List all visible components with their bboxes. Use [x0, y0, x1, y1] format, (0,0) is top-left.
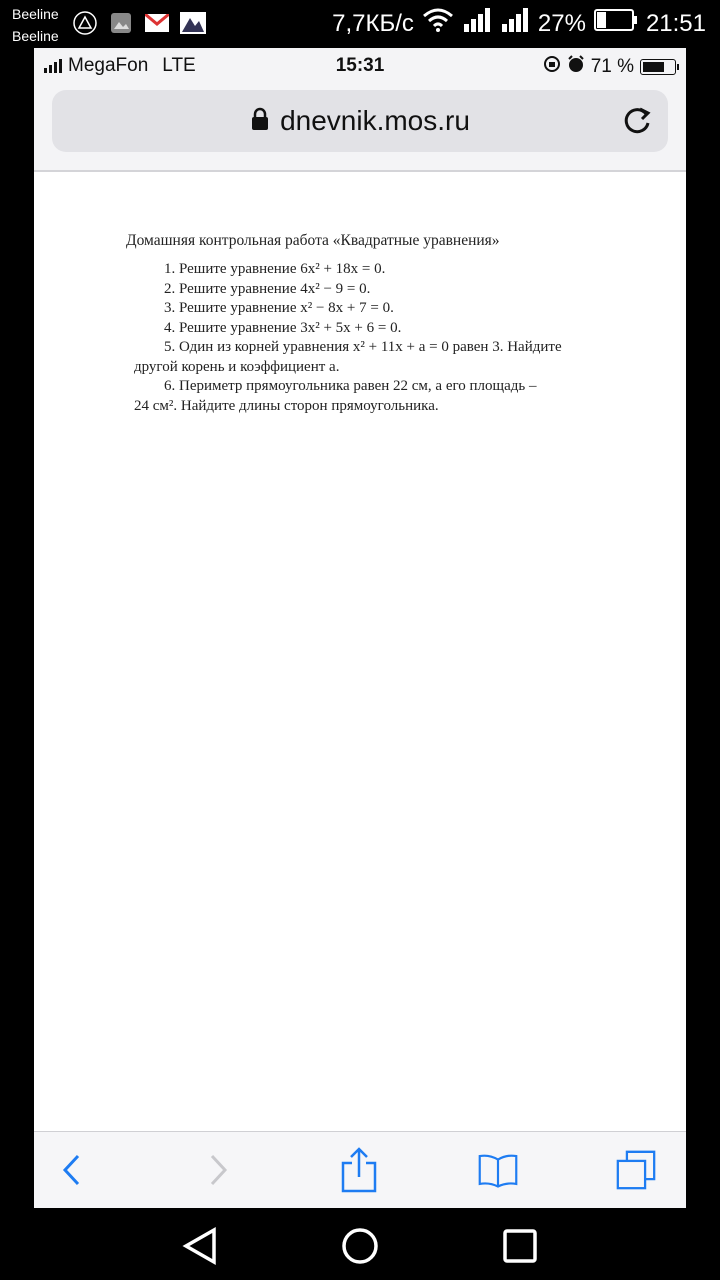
nav-back-button[interactable]	[180, 1226, 220, 1266]
warning-icon	[72, 10, 98, 36]
net-speed: 7,7КБ/с	[332, 9, 414, 37]
android-clock: 21:51	[645, 9, 706, 37]
task-line: 6. Периметр прямоугольника равен 22 см, а его площадь –	[164, 378, 537, 394]
ios-clock: 15:31	[335, 55, 385, 76]
carrier-label-2: Beeline	[12, 28, 59, 44]
mail-icon	[144, 10, 170, 36]
homework-document	[126, 232, 646, 416]
ios-carrier: MegaFon	[68, 55, 149, 76]
task-line: 4. Решите уравнение 3x² + 5x + 6 = 0.	[164, 319, 402, 336]
safari-toolbar	[34, 1131, 686, 1208]
share-button[interactable]	[339, 1150, 379, 1190]
carrier-label-1: Beeline	[12, 6, 59, 22]
notification-icons	[72, 10, 206, 36]
gallery-icon	[108, 10, 134, 36]
tabs-button[interactable]	[616, 1150, 656, 1190]
url-text[interactable]: dnevnik.mos.ru	[280, 105, 470, 136]
task-line: 3. Решите уравнение x² − 8x + 7 = 0.	[164, 300, 394, 316]
phone-screen	[34, 48, 686, 1208]
task-line: 2. Решите уравнение 4x² − 9 = 0.	[164, 280, 371, 297]
ios-status-bar	[34, 48, 686, 84]
task-line: 1. Решите уравнение 6x² + 18x = 0.	[164, 261, 386, 277]
rotation-lock-icon	[543, 55, 561, 79]
task-line: 5. Один из корней уравнения x² + 11x + a = 0 равен 3. Найдите	[164, 339, 562, 355]
photo-icon	[180, 10, 206, 36]
signal-icon-2	[500, 8, 530, 39]
ios-battery-percent: 71 %	[590, 56, 634, 77]
nav-home-button[interactable]	[340, 1226, 380, 1266]
android-nav-bar	[0, 1208, 720, 1280]
document-title: Домашняя контрольная работа «Квадратные уравнения»	[126, 232, 500, 249]
wifi-icon	[422, 8, 454, 39]
task-line: 24 см². Найдите длины сторон прямоугольника.	[134, 397, 439, 414]
signal-icon-1	[462, 8, 492, 39]
ios-network: LTE	[162, 55, 196, 76]
battery-percent: 27%	[537, 9, 586, 37]
address-bar-area	[34, 84, 686, 172]
task-line: другой корень и коэффициент a.	[134, 358, 340, 375]
lock-icon	[250, 107, 270, 135]
battery-icon	[594, 9, 638, 38]
ios-status-right	[543, 55, 676, 79]
alarm-icon	[567, 55, 585, 79]
ios-battery-icon	[640, 59, 676, 75]
nav-recents-button[interactable]	[500, 1226, 540, 1266]
bookmarks-button[interactable]	[478, 1150, 518, 1190]
address-bar[interactable]	[52, 90, 668, 152]
android-status-bar	[0, 0, 720, 48]
android-status-right	[332, 8, 706, 39]
forward-button[interactable]	[198, 1150, 238, 1190]
reload-icon[interactable]	[620, 104, 654, 138]
back-button[interactable]	[52, 1150, 92, 1190]
